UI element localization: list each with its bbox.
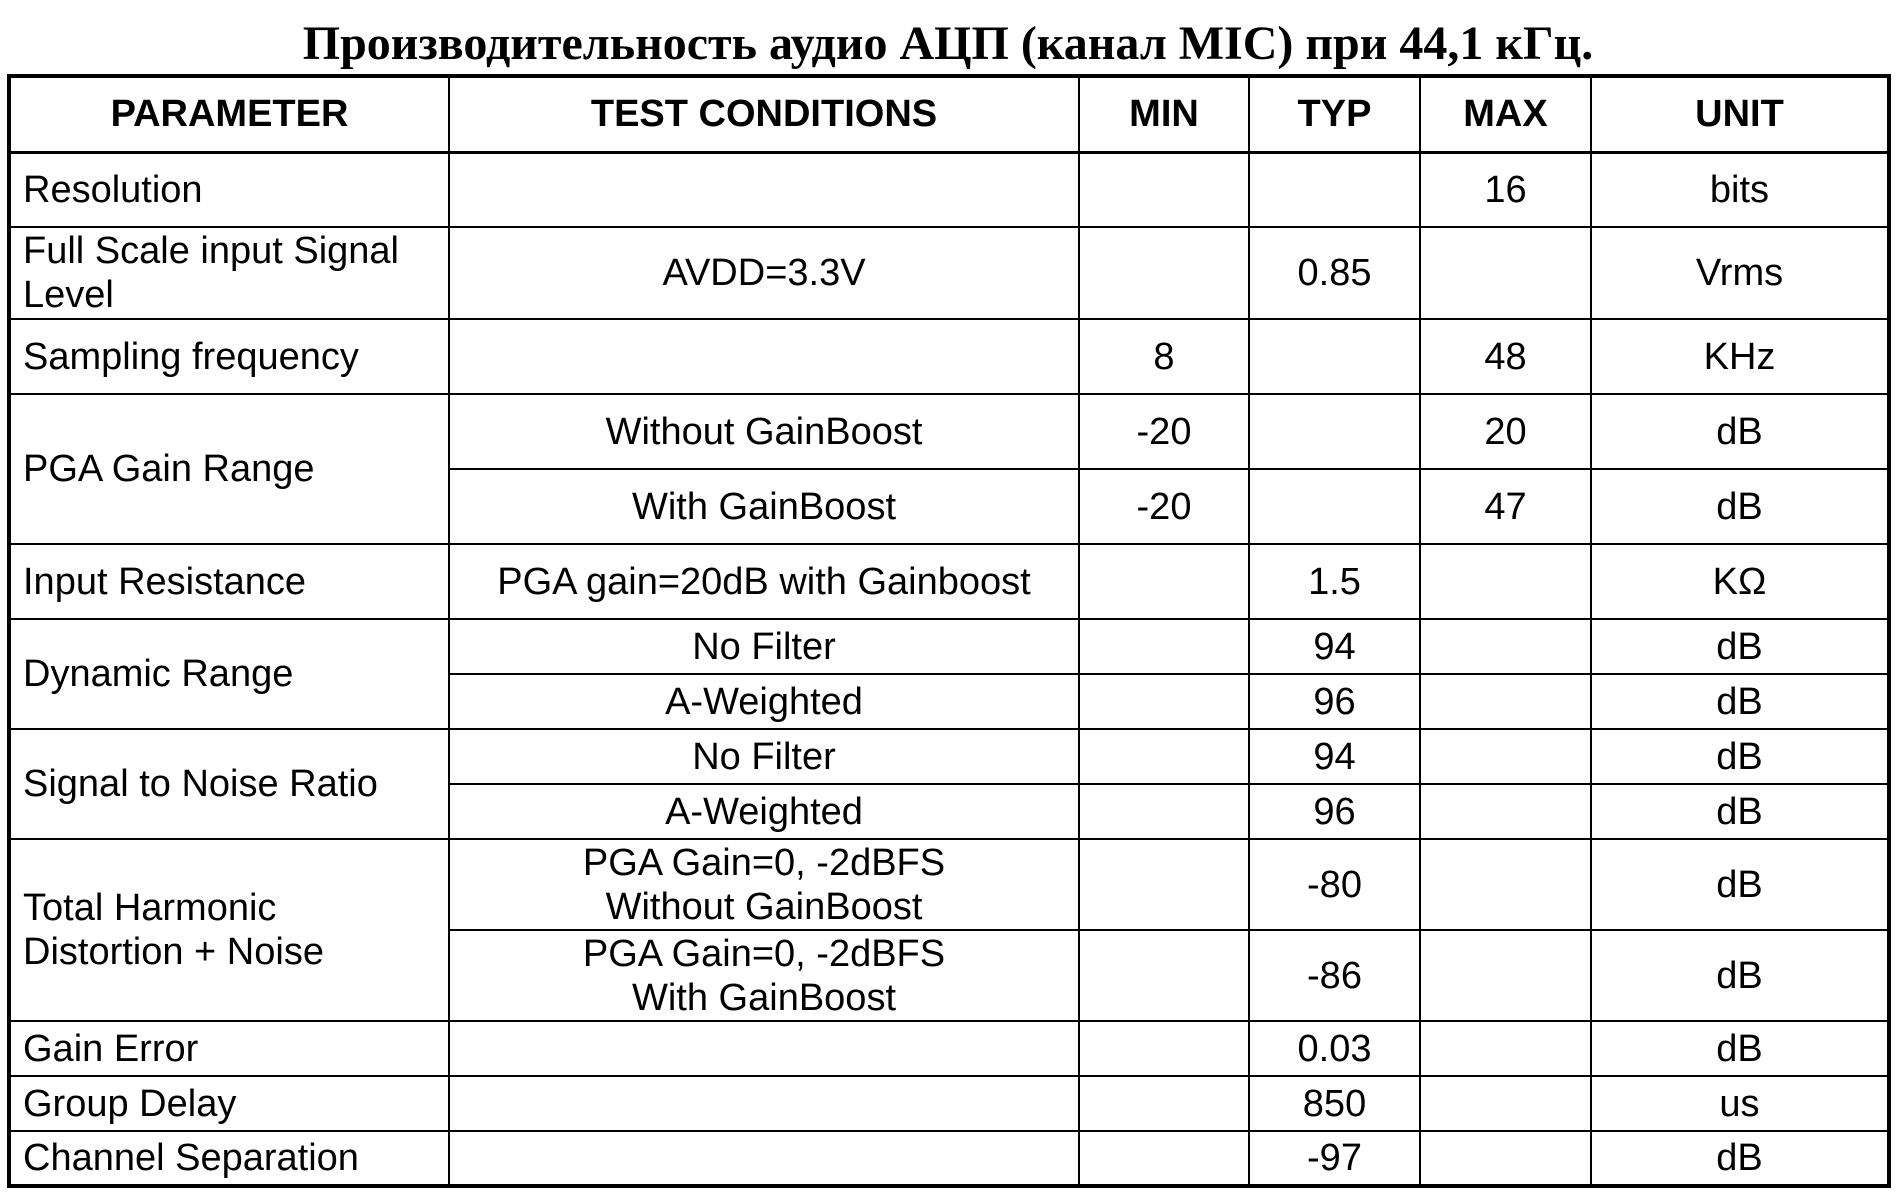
typ-cell — [1249, 319, 1420, 394]
param-cell: Input Resistance — [9, 544, 449, 619]
condition-cell: No Filter — [449, 729, 1079, 784]
header-unit: UNIT — [1591, 76, 1889, 152]
max-cell — [1420, 1131, 1591, 1186]
table-row-thd-noise — [9, 839, 1889, 930]
typ-cell: -86 — [1249, 930, 1420, 1021]
min-cell — [1079, 930, 1249, 1021]
condition-cell — [449, 319, 1079, 394]
min-cell: 8 — [1079, 319, 1249, 394]
table-row-signal-to-noise — [9, 729, 1889, 784]
unit-cell: dB — [1591, 619, 1889, 674]
unit-cell: Vrms — [1591, 227, 1889, 319]
adc-performance-table — [7, 74, 1891, 1188]
min-cell — [1079, 674, 1249, 729]
max-cell — [1420, 674, 1591, 729]
condition-cell — [449, 1131, 1079, 1186]
table-row-resolution — [9, 152, 1889, 227]
unit-cell: dB — [1591, 469, 1889, 544]
min-cell: -20 — [1079, 469, 1249, 544]
param-cell: Gain Error — [9, 1021, 449, 1076]
header-test-conditions: TEST CONDITIONS — [449, 76, 1079, 152]
condition-cell: With GainBoost — [449, 469, 1079, 544]
typ-cell — [1249, 152, 1420, 227]
max-cell — [1420, 784, 1591, 839]
max-cell — [1420, 839, 1591, 930]
max-cell: 20 — [1420, 394, 1591, 469]
header-typ: TYP — [1249, 76, 1420, 152]
typ-cell: 96 — [1249, 784, 1420, 839]
table-row-input-resistance — [9, 544, 1889, 619]
typ-cell: 94 — [1249, 729, 1420, 784]
max-cell: 47 — [1420, 469, 1591, 544]
condition-cell: No Filter — [449, 619, 1079, 674]
max-cell — [1420, 619, 1591, 674]
condition-cell — [449, 152, 1079, 227]
min-cell — [1079, 839, 1249, 930]
table-row-gain-error — [9, 1021, 1889, 1076]
header-min: MIN — [1079, 76, 1249, 152]
typ-cell: 0.03 — [1249, 1021, 1420, 1076]
unit-cell: dB — [1591, 394, 1889, 469]
unit-cell: dB — [1591, 729, 1889, 784]
unit-cell: bits — [1591, 152, 1889, 227]
min-cell — [1079, 227, 1249, 319]
max-cell — [1420, 729, 1591, 784]
unit-cell: dB — [1591, 930, 1889, 1021]
min-cell — [1079, 152, 1249, 227]
condition-cell — [449, 1076, 1079, 1131]
typ-cell: 1.5 — [1249, 544, 1420, 619]
condition-cell — [449, 1021, 1079, 1076]
min-cell — [1079, 1076, 1249, 1131]
max-cell — [1420, 227, 1591, 319]
table-row-pga-gain-range — [9, 394, 1889, 469]
param-cell: Sampling frequency — [9, 319, 449, 394]
table-row-sampling-frequency — [9, 319, 1889, 394]
typ-cell: 0.85 — [1249, 227, 1420, 319]
table-row-dynamic-range — [9, 619, 1889, 674]
max-cell — [1420, 930, 1591, 1021]
table-row-group-delay — [9, 1076, 1889, 1131]
unit-cell: dB — [1591, 1131, 1889, 1186]
unit-cell: us — [1591, 1076, 1889, 1131]
min-cell — [1079, 729, 1249, 784]
param-cell: Resolution — [9, 152, 449, 227]
header-max: MAX — [1420, 76, 1591, 152]
unit-cell: KΩ — [1591, 544, 1889, 619]
condition-cell: A-Weighted — [449, 674, 1079, 729]
min-cell — [1079, 1131, 1249, 1186]
param-cell: Dynamic Range — [9, 619, 449, 729]
typ-cell: 96 — [1249, 674, 1420, 729]
condition-cell: Without GainBoost — [449, 394, 1079, 469]
min-cell — [1079, 784, 1249, 839]
max-cell — [1420, 544, 1591, 619]
condition-cell: AVDD=3.3V — [449, 227, 1079, 319]
unit-cell: dB — [1591, 784, 1889, 839]
param-cell: Group Delay — [9, 1076, 449, 1131]
min-cell — [1079, 544, 1249, 619]
max-cell: 48 — [1420, 319, 1591, 394]
unit-cell: dB — [1591, 839, 1889, 930]
param-cell: Signal to Noise Ratio — [9, 729, 449, 839]
param-cell: Total Harmonic Distortion + Noise — [9, 839, 449, 1021]
condition-cell: PGA gain=20dB with Gainboost — [449, 544, 1079, 619]
header-parameter: PARAMETER — [9, 76, 449, 152]
table-row-channel-separation — [9, 1131, 1889, 1186]
page-title: Производительность аудио АЦП (канал MIC) при 44,1 кГц. — [302, 17, 1594, 70]
min-cell — [1079, 1021, 1249, 1076]
table-row-full-scale — [9, 227, 1889, 319]
typ-cell: -80 — [1249, 839, 1420, 930]
max-cell — [1420, 1021, 1591, 1076]
condition-cell: A-Weighted — [449, 784, 1079, 839]
condition-cell: PGA Gain=0, -2dBFS Without GainBoost — [449, 839, 1079, 930]
max-cell — [1420, 1076, 1591, 1131]
min-cell: -20 — [1079, 394, 1249, 469]
typ-cell: -97 — [1249, 1131, 1420, 1186]
max-cell: 16 — [1420, 152, 1591, 227]
typ-cell: 850 — [1249, 1076, 1420, 1131]
unit-cell: KHz — [1591, 319, 1889, 394]
param-cell: PGA Gain Range — [9, 394, 449, 544]
condition-cell: PGA Gain=0, -2dBFS With GainBoost — [449, 930, 1079, 1021]
min-cell — [1079, 619, 1249, 674]
unit-cell: dB — [1591, 1021, 1889, 1076]
param-cell: Full Scale input Signal Level — [9, 227, 449, 319]
typ-cell — [1249, 469, 1420, 544]
unit-cell: dB — [1591, 674, 1889, 729]
header-row — [9, 76, 1889, 152]
param-cell: Channel Separation — [9, 1131, 449, 1186]
typ-cell: 94 — [1249, 619, 1420, 674]
typ-cell — [1249, 394, 1420, 469]
